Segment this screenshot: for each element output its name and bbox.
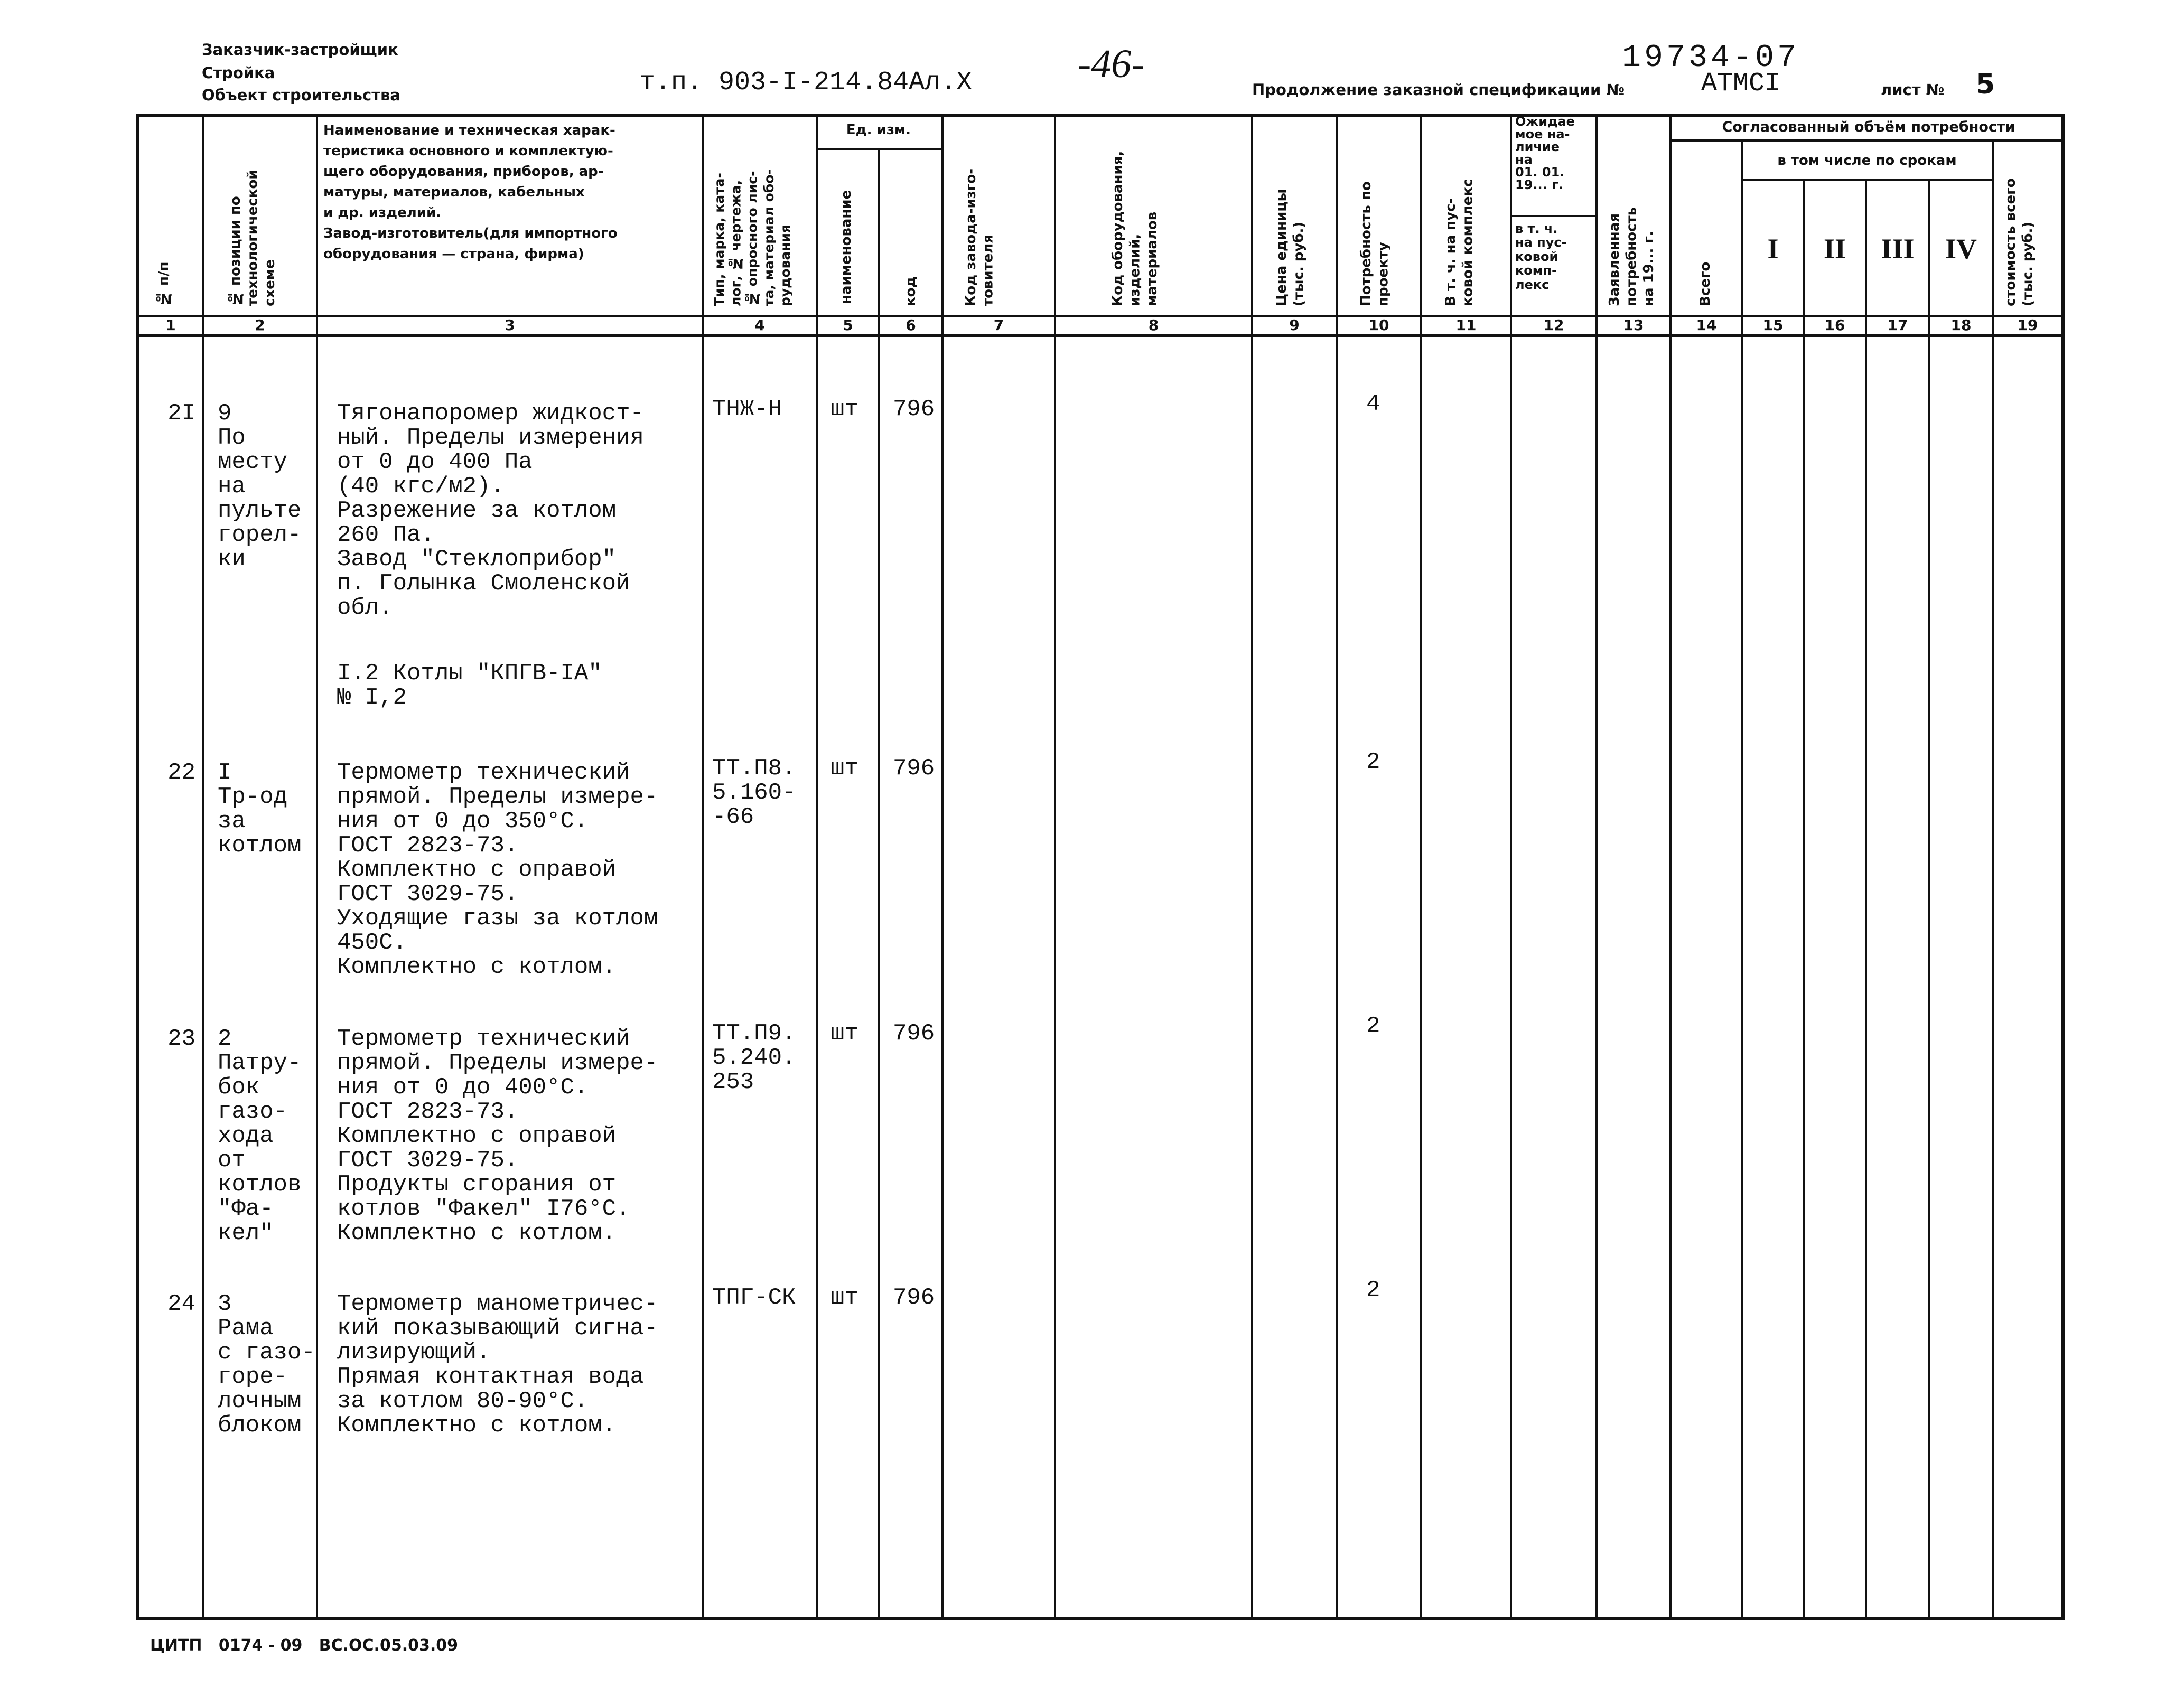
row-need: 4 — [1366, 391, 1380, 417]
row-position: 2 Патру- бок газо- хода от котлов "Фа- кел" — [218, 1026, 302, 1246]
colnum-2: 2 — [255, 316, 265, 334]
header-num: № п/п — [156, 261, 172, 306]
row-number: 23 — [167, 1026, 195, 1052]
row-unit-code: 796 — [893, 396, 935, 423]
construction-label: Стройка — [202, 64, 275, 82]
col-line — [1803, 179, 1805, 1620]
colnum-4: 4 — [754, 316, 765, 334]
colnum-19: 19 — [2017, 316, 2038, 334]
colnum-8: 8 — [1148, 316, 1159, 334]
row-name: Термометр технический прямой. Пределы измере- ния от 0 до 350°С. ГОСТ 2823-73. Комплектно с оправой ГОСТ 3029-75. Уходящие газы за котлом 450С. Комплектно с котлом. — [337, 760, 658, 980]
colnum-15: 15 — [1762, 316, 1784, 334]
col-line — [1992, 139, 1994, 1620]
col-line — [1510, 114, 1512, 1620]
header-position: № позиции по технологической схеме — [228, 170, 278, 306]
colnum-divider — [136, 334, 2065, 337]
row-number: 22 — [167, 760, 195, 786]
header-equipment-code: Код оборудования, изделий, материалов — [1110, 151, 1160, 306]
header-term-1: I — [1767, 233, 1779, 265]
colnum-5: 5 — [843, 316, 853, 334]
header-unit-group: Ед. изм. — [846, 122, 911, 138]
terms-group-line — [1741, 179, 1992, 181]
col-line — [1054, 114, 1056, 1620]
row-unit: шт — [830, 755, 858, 782]
row-number: 24 — [167, 1291, 195, 1317]
row-unit-code: 796 — [893, 1020, 935, 1047]
row-unit: шт — [830, 396, 858, 423]
sheet-label: лист № — [1881, 81, 1945, 99]
col-line — [816, 114, 818, 1620]
col-line — [1669, 114, 1672, 1620]
row-position: 9 По месту на пульте горел- ки — [218, 400, 302, 573]
col-line — [1928, 179, 1930, 1620]
row-need: 2 — [1366, 1277, 1380, 1304]
colnum-9: 9 — [1289, 316, 1300, 334]
row-unit: шт — [830, 1285, 858, 1311]
colnum-16: 16 — [1824, 316, 1845, 334]
col-line — [878, 148, 880, 1620]
footer-code: ЦИТП 0174 - 09 ВС.ОС.05.03.09 — [150, 1636, 458, 1655]
section-heading: I.2 Котлы "КПГВ-IA" № I,2 — [337, 660, 602, 711]
row-need: 2 — [1366, 749, 1380, 775]
row-unit-code: 796 — [893, 1285, 935, 1311]
col-line — [1251, 114, 1253, 1620]
spec-label: Продолжение заказной спецификации № — [1252, 81, 1625, 99]
col-line — [202, 114, 204, 1620]
row-type: ТНЖ-Н — [712, 396, 782, 423]
doc-reference: т.п. 903-I-214.84Ал.Х — [639, 68, 973, 98]
header-factory-code: Код завода-изго- товителя — [963, 168, 996, 306]
colnum-12: 12 — [1543, 316, 1564, 334]
col-line — [1865, 179, 1867, 1620]
colnum-13: 13 — [1623, 316, 1644, 334]
colnum-6: 6 — [906, 316, 916, 334]
header-unit-name: наименование — [838, 190, 854, 304]
doc-number: 19734-07 — [1622, 40, 1800, 76]
row-position: 3 Рама с газо- горе- лочным блоком — [218, 1291, 315, 1439]
header-agreed-group: Согласованный объём потребности — [1722, 119, 2015, 135]
row-position: I Тр-од за котлом — [218, 760, 302, 859]
header-declared-need: Заявленная потребность на 19... г. — [1607, 207, 1657, 306]
header-term-2: II — [1823, 233, 1846, 265]
header-total-cost: стоимость всего (тыс. руб.) — [2003, 178, 2036, 306]
colnum-3: 3 — [505, 316, 515, 334]
colnum-18: 18 — [1950, 316, 1972, 334]
colnum-10: 10 — [1368, 316, 1389, 334]
colnum-7: 7 — [993, 316, 1004, 334]
header-term-4: IV — [1945, 233, 1977, 265]
col-line — [1741, 139, 1743, 1620]
header-expected-startup: в т. ч. на пус- ковой комп- лекс — [1515, 221, 1567, 292]
row-unit-code: 796 — [893, 755, 935, 782]
header-total: Всего — [1697, 261, 1713, 306]
object-label: Объект строительства — [202, 86, 400, 104]
row-type: ТТ.П9. 5.240. 253 — [712, 1020, 796, 1095]
col-line — [1420, 114, 1422, 1620]
customer-label: Заказчик-застройщик — [202, 41, 398, 59]
col-line — [702, 114, 704, 1620]
page-marker: -46- — [1078, 42, 1145, 86]
colnum-1: 1 — [165, 316, 176, 334]
row-type: ТПГ-СК — [712, 1285, 796, 1311]
row-name: Термометр манометричес- кий показывающий сигна- лизирующий. Прямая контактная вода за котлом 80-90°С. Комплектно с котлом. — [337, 1291, 658, 1439]
sheet-number: 5 — [1976, 69, 1995, 100]
colnum-17: 17 — [1887, 316, 1908, 334]
header-expected: Ожидае мое на- личие на 01. 01. 19... г. — [1515, 114, 1575, 192]
row-need: 2 — [1366, 1013, 1380, 1039]
unit-group-line — [816, 148, 941, 150]
agreed-group-line — [1669, 139, 2065, 142]
row-name: Термометр технический прямой. Пределы измере- ния от 0 до 400°С. ГОСТ 2823-73. Комплектно с оправой ГОСТ 3029-75. Продукты сгорания от котлов "Факел" I76°С. Комплектно с котлом. — [337, 1026, 658, 1246]
col-line — [1336, 114, 1338, 1620]
expected-split-line — [1510, 215, 1595, 217]
spec-number: ATMCI — [1701, 69, 1781, 99]
header-startup-complex: В т. ч. на пус- ковой комплекс — [1443, 179, 1476, 306]
header-name: Наименование и техническая харак- теристика основного и комплектую- щего оборудования, приборов, ар- матуры, материалов, кабельных и др. изделий. Завод-изготовитель(для импортного оборудования — страна, фирма) — [323, 123, 618, 262]
colnum-14: 14 — [1696, 316, 1717, 334]
row-unit: шт — [830, 1020, 858, 1047]
col-line — [316, 114, 318, 1620]
row-name: Тягонапоромер жидкост- ный. Пределы измерения от 0 до 400 Па (40 кгс/м2). Разрежение за котлом 260 Па. Завод "Стеклоприбор" п. Голынка Смоленской обл. — [337, 400, 644, 621]
col-line — [941, 114, 944, 1620]
header-term-3: III — [1881, 233, 1915, 265]
colnum-11: 11 — [1455, 316, 1477, 334]
header-unit-price: Цена единицы (тыс. руб.) — [1274, 189, 1307, 306]
header-terms-group: в том числе по срокам — [1777, 153, 1957, 168]
header-unit-code: код — [903, 276, 919, 306]
row-type: ТТ.П8. 5.160- -66 — [712, 755, 796, 830]
header-project-need: Потребность по проекту — [1358, 181, 1392, 306]
col-line — [1595, 114, 1598, 1620]
row-number: 2I — [167, 400, 195, 427]
header-type: Тип, марка, ката- лог, № чертежа, № опросного лис- та, материал обо- рудования — [712, 169, 793, 306]
